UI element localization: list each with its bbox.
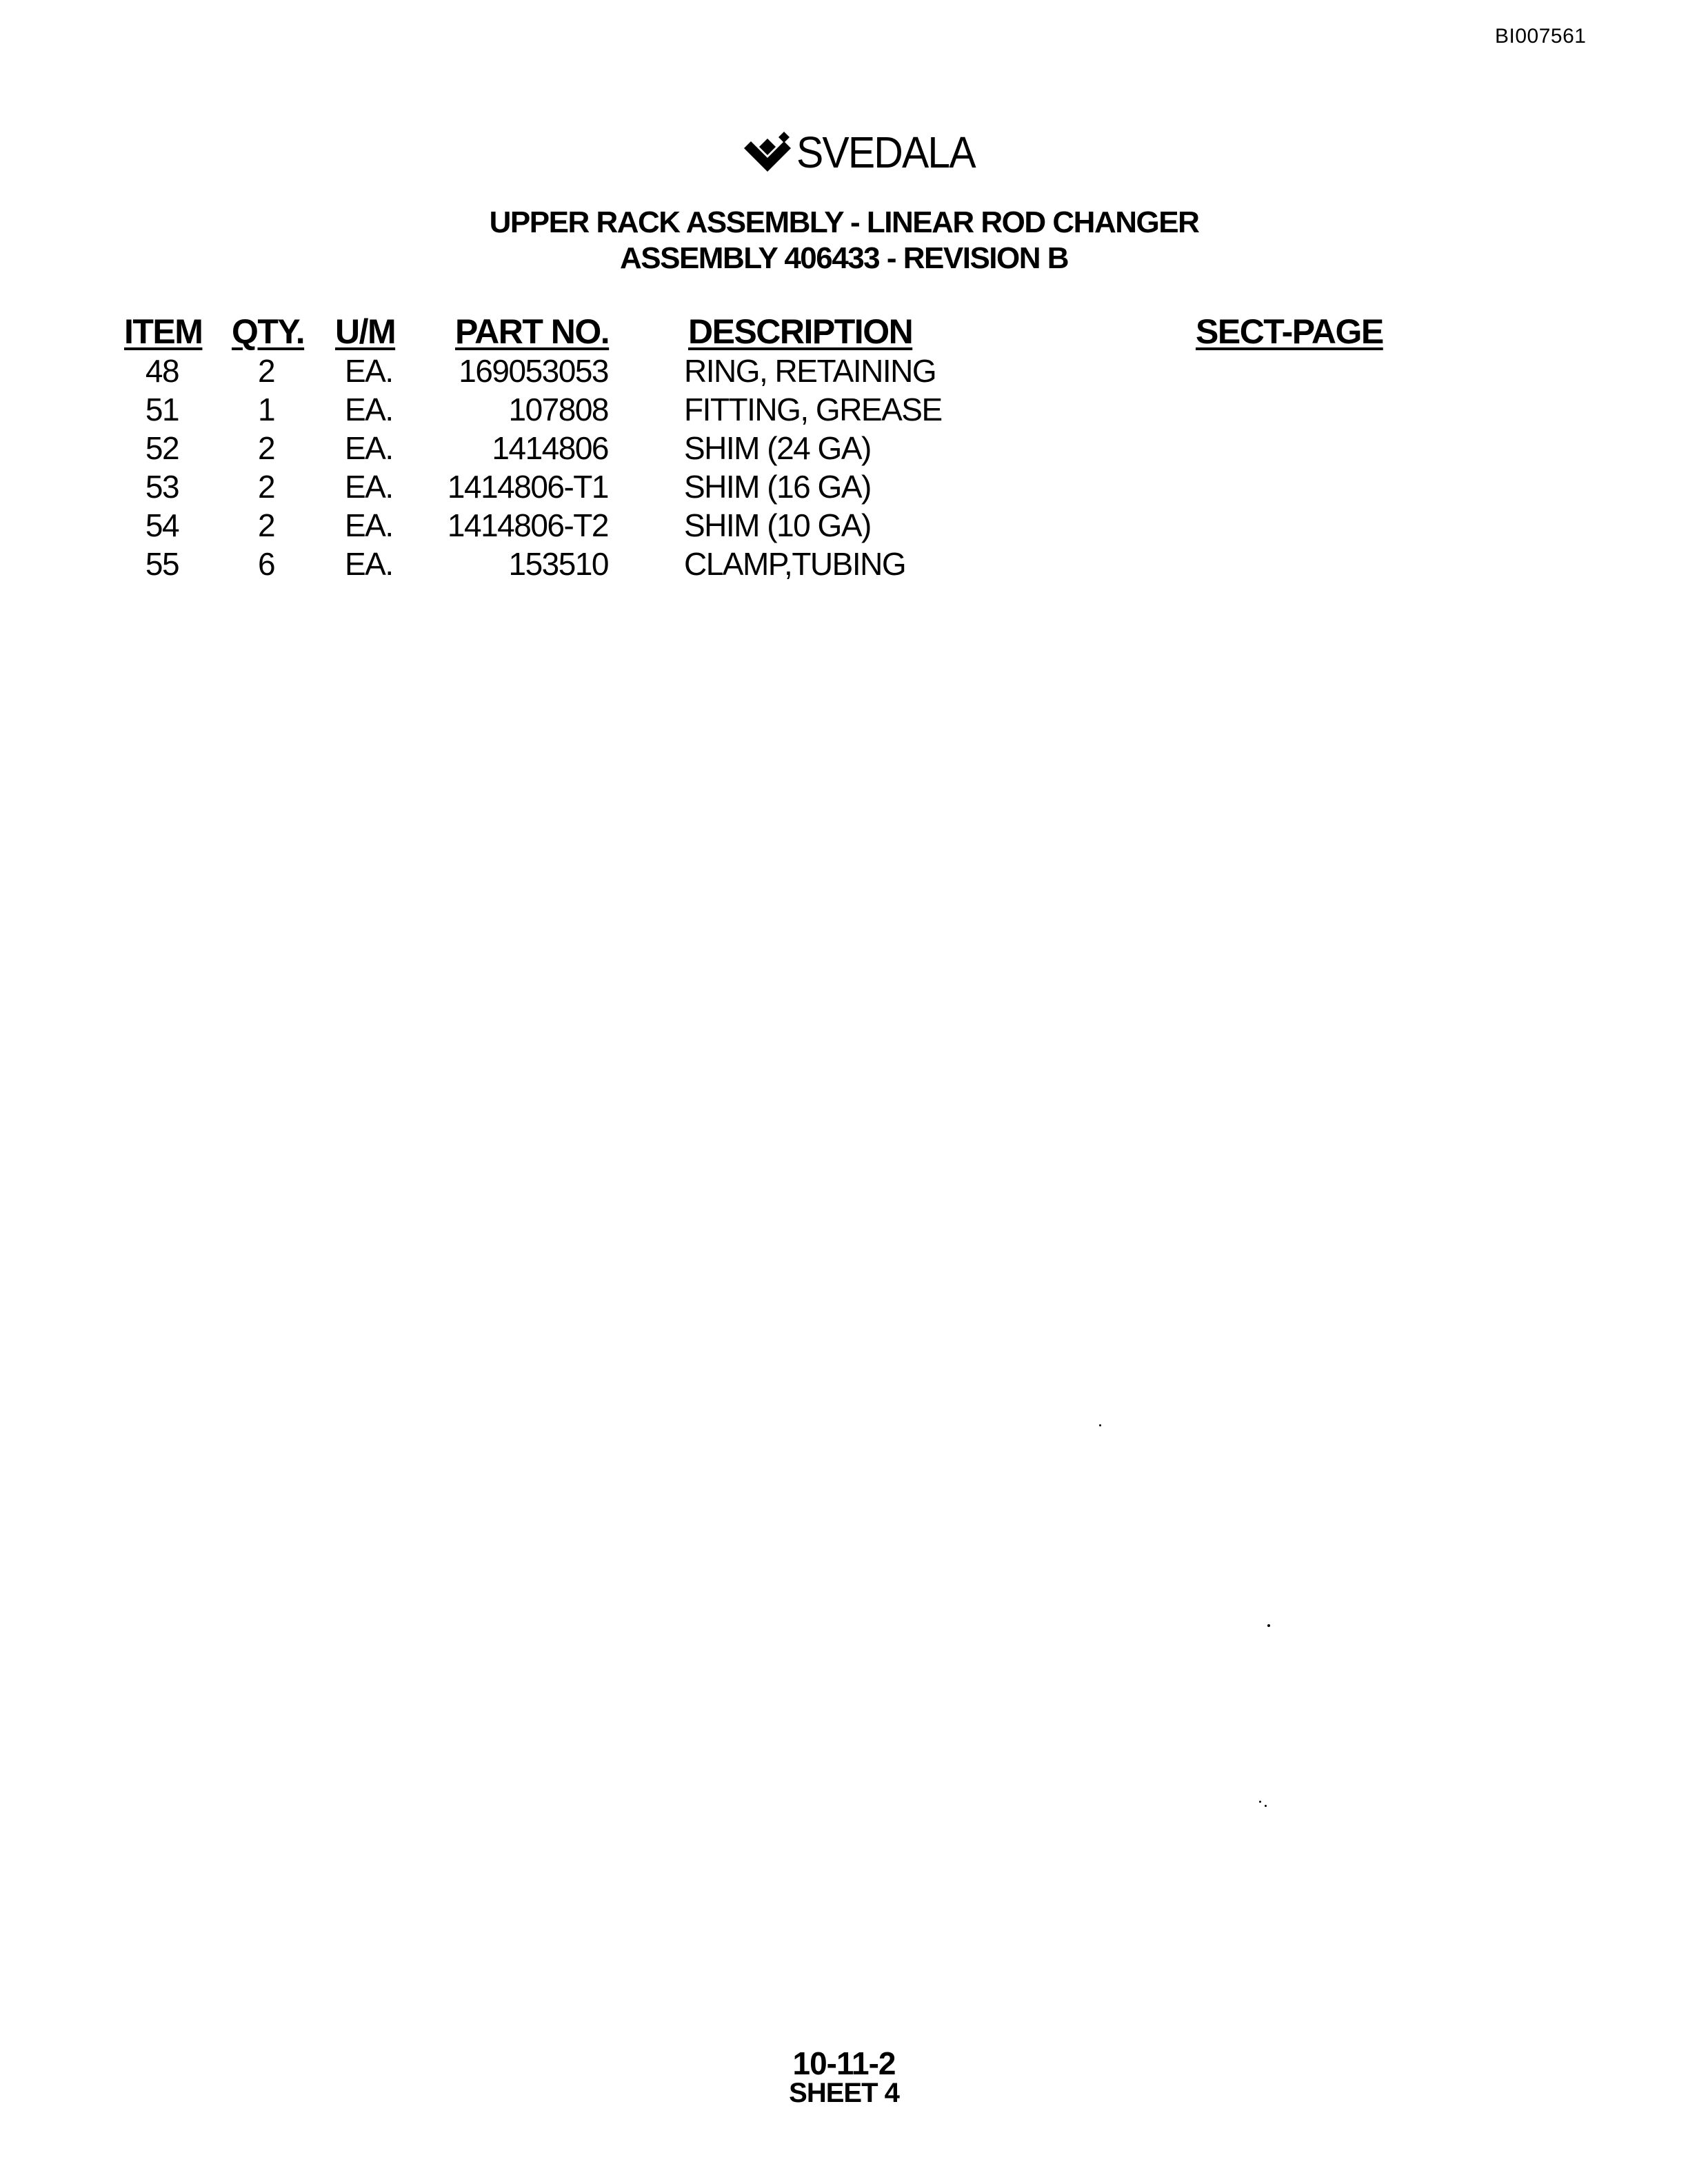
quantity: 2 [257, 430, 275, 466]
description: RING, RETAINING [684, 353, 936, 389]
page-number: 10-11-2 [792, 2045, 896, 2081]
unit-of-measure: EA. [345, 353, 393, 389]
page-subtitle: ASSEMBLY 406433 - REVISION B [619, 241, 1069, 275]
unit-of-measure: EA. [345, 430, 393, 466]
part-number: 169053053 [459, 353, 608, 389]
part-number: 107808 [508, 392, 608, 427]
unit-of-measure: EA. [345, 546, 393, 582]
column-header-description: DESCRIPTION [688, 312, 913, 351]
unit-of-measure: EA. [345, 469, 393, 505]
document-id: BI007561 [1495, 25, 1587, 48]
table-row [0, 545, 1688, 583]
scan-speck [1265, 1805, 1267, 1807]
sheet-number: SHEET 4 [789, 2078, 899, 2108]
column-header-qty: QTY. [232, 312, 305, 351]
quantity: 2 [257, 507, 275, 543]
part-number: 1414806 [492, 430, 608, 466]
column-header-sect-page: SECT-PAGE [1196, 312, 1383, 351]
quantity: 6 [257, 546, 275, 582]
unit-of-measure: EA. [345, 507, 393, 543]
column-header-part-no: PART NO. [455, 312, 610, 351]
table-row [0, 506, 1688, 545]
description: FITTING, GREASE [684, 392, 942, 427]
svedala-diamond-logo-icon [741, 132, 794, 173]
column-header-item: ITEM [124, 312, 203, 351]
column-header-um: U/M [335, 312, 396, 351]
scan-speck [1259, 1801, 1261, 1803]
scan-speck [1099, 1424, 1101, 1426]
table-row [0, 429, 1688, 467]
page-title: UPPER RACK ASSEMBLY - LINEAR ROD CHANGER [489, 205, 1199, 239]
table-row [0, 352, 1688, 390]
item-number: 48 [145, 353, 179, 389]
part-number: 1414806-T2 [447, 507, 608, 543]
part-number: 153510 [508, 546, 608, 582]
item-number: 53 [145, 469, 179, 505]
parts-table [0, 352, 1688, 583]
item-number: 51 [145, 392, 179, 427]
item-number: 55 [145, 546, 179, 582]
table-row [0, 390, 1688, 429]
quantity: 2 [257, 469, 275, 505]
part-number: 1414806-T1 [447, 469, 608, 505]
description: SHIM (24 GA) [684, 430, 871, 466]
description: CLAMP,TUBING [684, 546, 906, 582]
unit-of-measure: EA. [345, 392, 393, 427]
description: SHIM (10 GA) [684, 507, 871, 543]
item-number: 54 [145, 507, 179, 543]
quantity: 1 [257, 392, 275, 427]
quantity: 2 [257, 353, 275, 389]
table-row [0, 467, 1688, 506]
svedala-logo [741, 128, 990, 176]
logo-wordmark: SVEDALA [796, 128, 975, 177]
description: SHIM (16 GA) [684, 469, 871, 505]
scan-speck [1267, 1624, 1270, 1627]
item-number: 52 [145, 430, 179, 466]
